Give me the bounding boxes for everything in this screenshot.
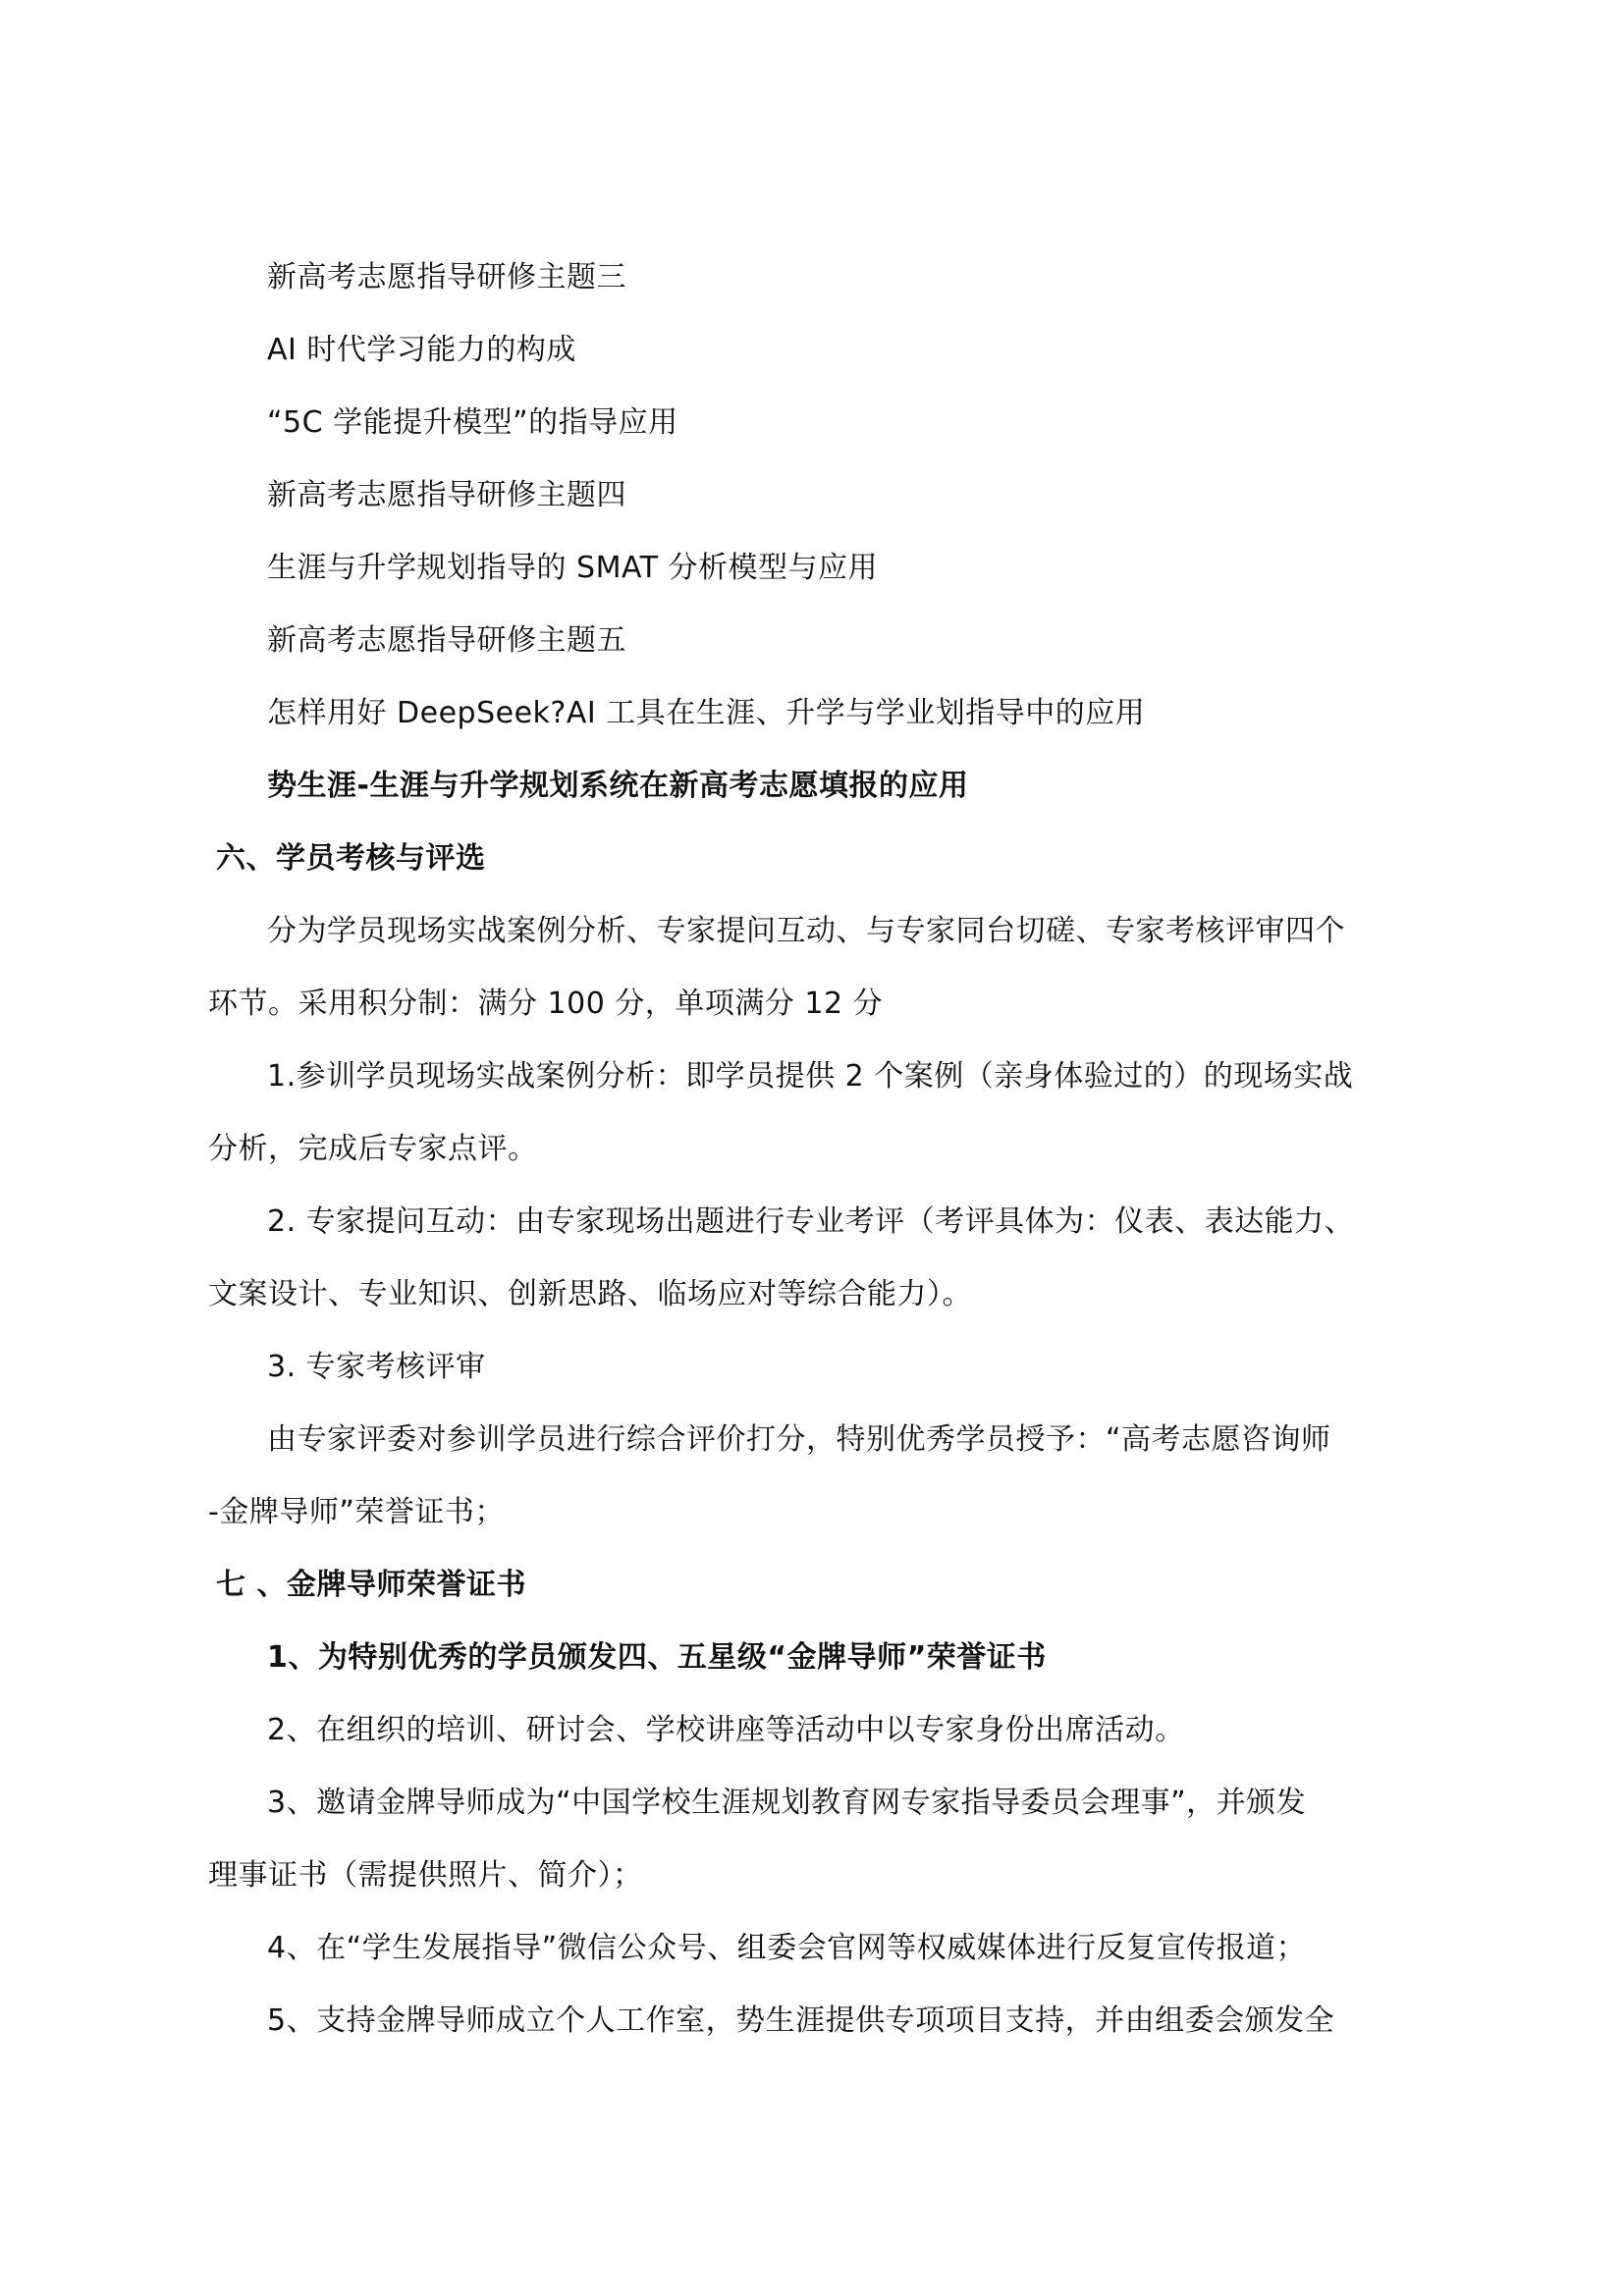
section-six-item-1-line-2: 分析，完成后专家点评。 (208, 1132, 538, 1166)
section-six-item-1-line-1: 1.参训学员现场实战案例分析：即学员提供 2 个案例（亲身体验过的）的现场实战 (267, 1059, 1354, 1094)
section-seven-heading: 七 、金牌导师荣誉证书 (216, 1568, 526, 1602)
section-six-item-3-desc-line-1: 由专家评委对参训学员进行综合评价打分，特别优秀学员授予：“高考志愿咨询师 (267, 1422, 1331, 1457)
topic-four-title: 新高考志愿指导研修主题四 (267, 478, 626, 512)
section-six-item-3-desc-line-2: -金牌导师”荣誉证书； (208, 1495, 505, 1529)
topic-five-title: 新高考志愿指导研修主题五 (267, 623, 626, 658)
section-six-item-2-line-1: 2. 专家提问互动：由专家现场出题进行专业考评（考评具体为：仪表、表达能力、 (267, 1204, 1355, 1239)
section-seven-item-3-line-1: 3、邀请金牌导师成为“中国学校生涯规划教育网专家指导委员会理事”，并颁发 (267, 1786, 1307, 1820)
topic-four-item-1: 生涯与升学规划指导的 SMAT 分析模型与应用 (267, 551, 879, 585)
section-seven-item-1: 1、为特别优秀的学员颁发四、五星级“金牌导师”荣誉证书 (267, 1640, 1047, 1675)
topic-three-item-1: AI 时代学习能力的构成 (267, 333, 576, 367)
section-six-intro-line-1: 分为学员现场实战案例分析、专家提问互动、与专家同台切磋、专家考核评审四个 (267, 914, 1345, 948)
section-seven-item-4: 4、在“学生发展指导”微信公众号、组委会官网等权威媒体进行反复宣传报道； (267, 1931, 1307, 1965)
section-seven-item-2: 2、在组织的培训、研讨会、学校讲座等活动中以专家身份出席活动。 (267, 1713, 1185, 1747)
section-six-item-2-line-2: 文案设计、专业知识、创新思路、临场应对等综合能力）。 (208, 1277, 972, 1311)
section-seven-item-5: 5、支持金牌导师成立个人工作室，势生涯提供专项项目支持，并由组委会颁发全 (267, 2003, 1335, 2038)
section-six-intro-line-2: 环节。采用积分制：满分 100 分，单项满分 12 分 (208, 987, 884, 1021)
section-six-heading: 六、学员考核与评选 (216, 841, 486, 876)
section-six-item-3: 3. 专家考核评审 (267, 1350, 486, 1384)
topic-three-item-2: “5C 学能提升模型”的指导应用 (267, 405, 678, 440)
topic-five-item-1: 怎样用好 DeepSeek?AI 工具在生涯、升学与学业划指导中的应用 (267, 696, 1146, 730)
system-application-line: 势生涯-生涯与升学规划系统在新高考志愿填报的应用 (267, 769, 969, 803)
section-seven-item-3-line-2: 理事证书（需提供照片、简介）； (208, 1858, 643, 1893)
topic-three-title: 新高考志愿指导研修主题三 (267, 260, 626, 294)
